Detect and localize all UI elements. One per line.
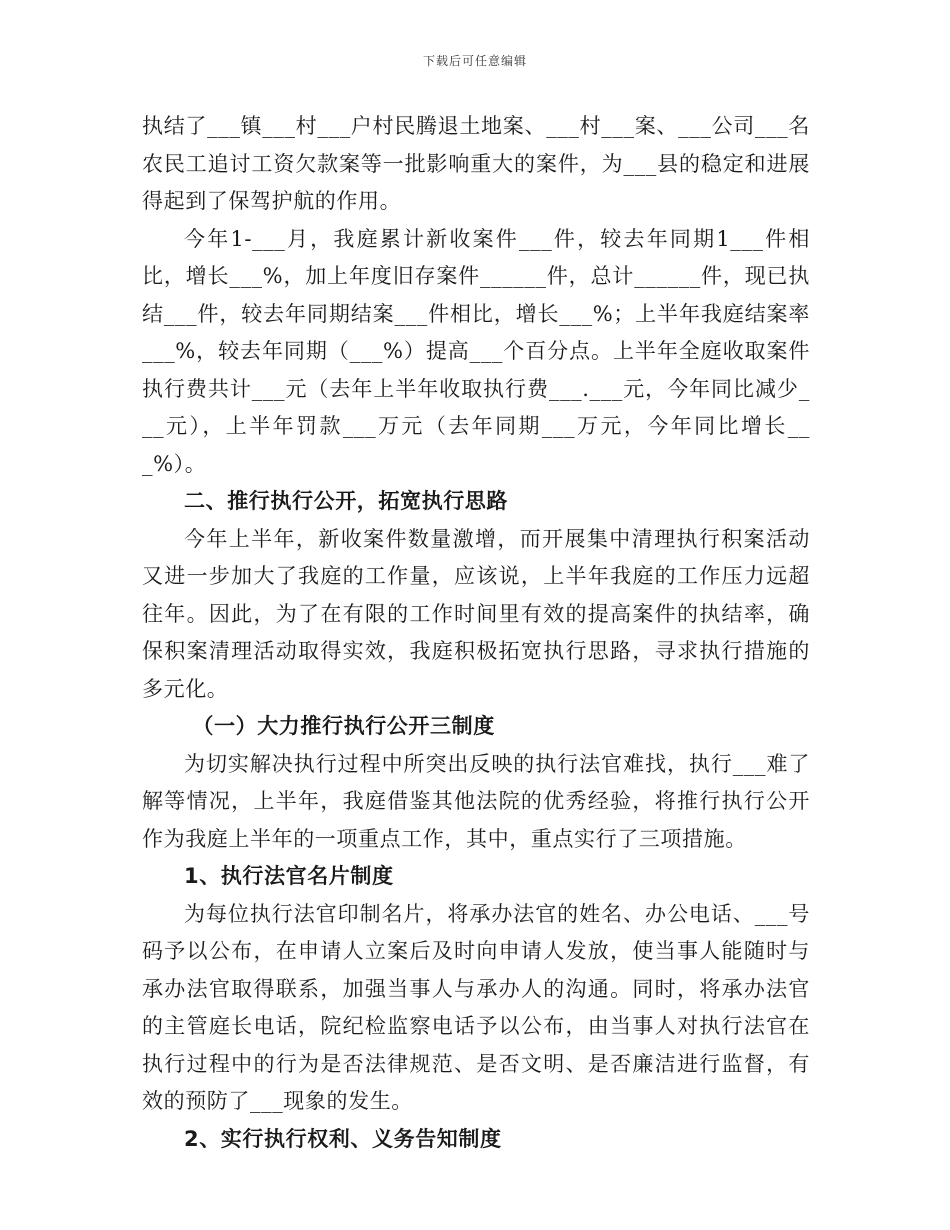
item-heading-2: 2、实行执行权利、义务告知制度 bbox=[184, 1126, 502, 1151]
section-heading-2: 二、推行执行公开，拓宽执行思路 bbox=[184, 489, 508, 513]
paragraph-section-2-intro: 今年上半年，新收案件数量激增，而开展集中清理执行积案活动又进一步加大了我庭的工作量，应该说，上半年我庭的工作压力远超往年。因此，为了在有限的工作时间里有效的提高案件的执结率，确保积案清理活动取得实效，我庭积极拓宽执行思路，寻求执行措施的多元化。 bbox=[142, 526, 810, 701]
page-header-note: 下载后可任意编辑 bbox=[422, 54, 527, 68]
paragraph-item-1: 为每位执行法官印制名片，将承办法官的姓名、办公电话、___号码予以公布，在申请人立案后及时向申请人发放，使当事人能随时与承办法官取得联系，加强当事人与承办人的沟通。同时，将承办法官的主管庭长电话，院纪检监察电话予以公布，由当事人对执行法官在执行过程中的行为是否法律规范、是否文明、是否廉洁进行监督，有效的预防了___现象的发生。 bbox=[142, 901, 810, 1113]
paragraph-subsection-1: 为切实解决执行过程中所突出反映的执行法官难找，执行___难了解等情况，上半年，我庭借鉴其他法院的优秀经验，将推行执行公开作为我庭上半年的一项重点工作，其中，重点实行了三项措施。 bbox=[142, 751, 810, 851]
paragraph-case-summary: 执结了___镇___村___户村民腾退土地案、___村___案、___公司___名农民工追讨工资欠款案等一批影响重大的案件，为___县的稳定和进展得起到了保驾护航的作用。 bbox=[142, 114, 810, 213]
document-body bbox=[142, 108, 810, 1158]
paragraph-statistics: 今年1-___月，我庭累计新收案件___件，较去年同期1___件相比，增长___%，加上年度旧存案件______件，总计______件，现已执结___件，较去年同期结案___件相比，增长___%；上半年我庭结案率___%，较去年同期（___%）提高___个百分点。上半年全庭收取案件执行费共计___元（去年上半年收取执行费___.___元，今年同比减少___元），上半年罚款___万元（去年同期___万元，今年同比增长___%）。 bbox=[142, 226, 810, 476]
item-heading-1: 1、执行法官名片制度 bbox=[184, 864, 394, 888]
subsection-heading-1: （一）大力推行执行公开三制度 bbox=[192, 714, 495, 738]
